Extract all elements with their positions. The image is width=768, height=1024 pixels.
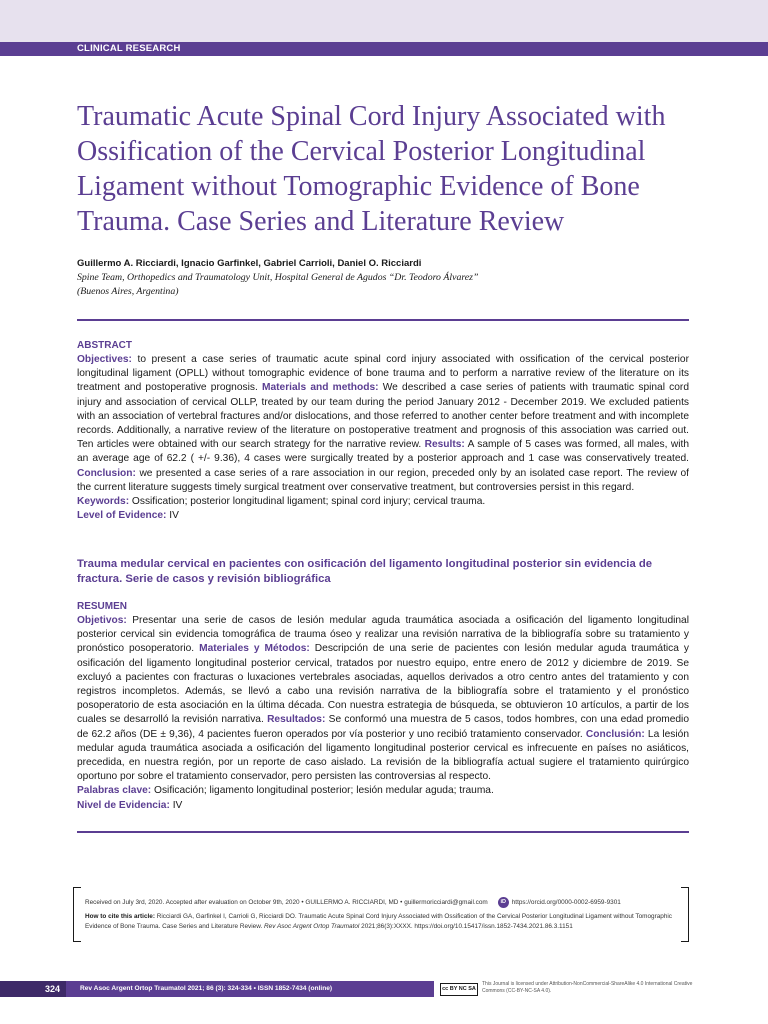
info-box-bracket-left [73, 887, 81, 942]
article-title: Traumatic Acute Spinal Cord Injury Associated with Ossification of the Cervical Posterior Longitudinal Ligament without Tomographic Evidence of Bone Trauma. Case Series and Literature Review [77, 101, 666, 237]
cite-text: Ricciardi GA, Garfinkel I, Carrioli G, Ricciardi DO. Traumatic Acute Spinal Cord Injury Associated with Ossification of the Cervical Posterior Longitudinal Ligament without Tomographic Evidence of Bone Trauma. Case Series and Literature Review. [85, 913, 672, 930]
palabras-clave-text: Osificación; ligamento longitudinal posterior; lesión medular aguda; trauma. [151, 785, 494, 797]
keywords-label: Keywords: [77, 496, 130, 508]
metodos-text: Descripción de una serie de pacientes con lesión medular aguda traumática y osificación del ligamento longitudinal posterior cervical, tratados por nuestro equipo, entre enero de 2012 y diciembre de 2019. Se excluyó a pacientes con fracturas o luxaciones vertebrales asociadas, aquellos derivados a otro centro antes del tratamiento y con registros incompletos. Además, se llevó a cabo una revisión narrativa de la bibliografía sobre el tratamiento y el pronóstico posoperatorio de esta asociación en la última década. Con nuestra estrategia de búsqueda, se obtuvieron 10 artículos, a partir de los cuales se desarrolló la revisión narrativa. [77, 643, 689, 726]
level-label: Level of Evidence: [77, 510, 167, 522]
affiliation-line-1: Spine Team, Orthopedics and Traumatology Unit, Hospital General de Agudos “Dr. Teodoro Álvarez” [77, 272, 479, 283]
methods-label: Materials and methods: [262, 382, 379, 394]
affiliation-line-2: (Buenos Aires, Argentina) [77, 286, 179, 297]
section-label: CLINICAL RESEARCH [77, 43, 181, 54]
objetivos-label: Objetivos: [77, 615, 127, 626]
level-text: IV [166, 510, 179, 522]
conclusion-label: Conclusion: [77, 467, 136, 479]
creative-commons-icon: cc BY NC SA [440, 983, 478, 996]
citation [85, 912, 681, 931]
resultados-label: Resultados: [267, 714, 326, 726]
affiliation [77, 271, 717, 299]
page-number: 324 [0, 981, 66, 997]
license-text: This Journal is licensed under Attribution-NonCommercial-ShareAlike 4.0 International Creative Commons (CC-BY-NC-SA 4.0). [482, 981, 693, 994]
objectives-text: to present a case series of traumatic acute spinal cord injury associated with ossification of the cervical posterior longitudinal ligament (OPLL) without tomographic evidence of bone trauma and to perform a narrative review of the literature on its treatment and postoperative prognosis. [77, 354, 689, 394]
conclusion-text: we presented a case series of a rare association in our region, preceded only by an isolated case report. The review of the current literature suggests timely surgical treatment over conservative treatment, but controversies persist in this regard. [77, 467, 689, 493]
spanish-title: Trauma medular cervical en pacientes con osificación del ligamento longitudinal posterior sin evidencia de fractura. Serie de casos y revisión bibliográfica [77, 558, 653, 585]
author-list: Guillermo A. Ricciardi, Ignacio Garfinkel, Gabriel Carrioli, Daniel O. Ricciardi [77, 258, 422, 269]
results-label: Results: [424, 439, 465, 451]
objectives-label: Objectives: [77, 354, 132, 365]
section-bar [0, 42, 768, 56]
metodos-label: Materiales y Métodos: [199, 643, 310, 655]
objetivos-text: Presentar una serie de casos de lesión medular aguda traumática asociada a osificación del ligamento longitudinal posterior cervical sin evidencia tomográfica de trauma óseo y realizar una revisión narrativa de la bibliografía sobre su tratamiento y pronóstico posoperatorio. [77, 615, 689, 655]
nivel-text: IV [169, 799, 183, 811]
resumen-body [77, 614, 689, 813]
cite-journal: Rev Asoc Argent Ortop Traumatol [264, 922, 360, 930]
keywords-text: Ossification; posterior longitudinal ligament; spinal cord injury; cervical trauma. [129, 496, 486, 508]
abstract-body [77, 353, 689, 523]
journal-reference: Rev Asoc Argent Ortop Traumatol 2021; 86 (3): 324-334 • ISSN 1852-7434 (online) [80, 985, 333, 992]
nivel-label: Nivel de Evidencia: [77, 799, 170, 811]
resumen-heading: RESUMEN [77, 601, 128, 612]
cite-doi[interactable]: 2021;86(3):XXXX. https://doi.org/10.15417/issn.1852-7434.2021.86.3.1151 [359, 922, 573, 930]
resultados-text: Se conformó una muestra de 5 casos, todos hombres, con una edad promedio de 62.2 años (DE ± 9,36), 4 pacientes fueron operados por vía posterior y uno recibió tratamiento conservador. [77, 714, 689, 740]
orcid-link[interactable]: https://orcid.org/0000-0002-6959-9301 [511, 899, 621, 907]
orcid-icon: iD [498, 897, 509, 908]
conclusion-es-text: La lesión medular aguda traumática asociada a osificación del ligamento longitudinal posterior cervical es infrecuente en países no asiáticos, precedida, en nuestra región, por un reporte de caso aislado. La revisión de la bibliografía actual sugiere el tratamiento quirúrgico oportuno por sobre el tratamiento conservador, pero persisten las controversias al respecto. [77, 728, 689, 783]
abstract-heading: ABSTRACT [77, 340, 132, 351]
top-band [0, 0, 768, 42]
received-line [85, 897, 685, 908]
conclusion-es-label: Conclusión: [585, 728, 645, 740]
info-box-bracket-right [681, 887, 689, 942]
cite-label: How to cite this article: [85, 913, 155, 920]
divider-bottom [77, 831, 689, 833]
palabras-clave-label: Palabras clave: [77, 785, 152, 797]
methods-text: We described a case series of patients with traumatic spinal cord injury and association of cervical OLLP, treated by our team during the period January 2012 - December 2019. We excluded patients with an association of vertebral fractures and/or dislocations, and those referred to another center before treatment and with incomplete records. Additionally, a narrative review of the literature on postoperative treatment and prognosis of this association was carried out. Ten articles were obtained with our search strategy for the narrative review. [77, 382, 689, 451]
divider-top [77, 319, 689, 321]
results-text: A sample of 5 cases was formed, all males, with an average age of 62.2 ( +/- 9.36), 4 cases were surgically treated by a posterior approach and 1 case was conservatively treated. [77, 439, 689, 465]
received-text: Received on July 3rd, 2020. Accepted after evaluation on October 9th, 2020 • GUILLERMO A. RICCIARDI, MD • guillermoricciardi@gmail.com [85, 899, 488, 907]
footer-bar [0, 981, 434, 997]
